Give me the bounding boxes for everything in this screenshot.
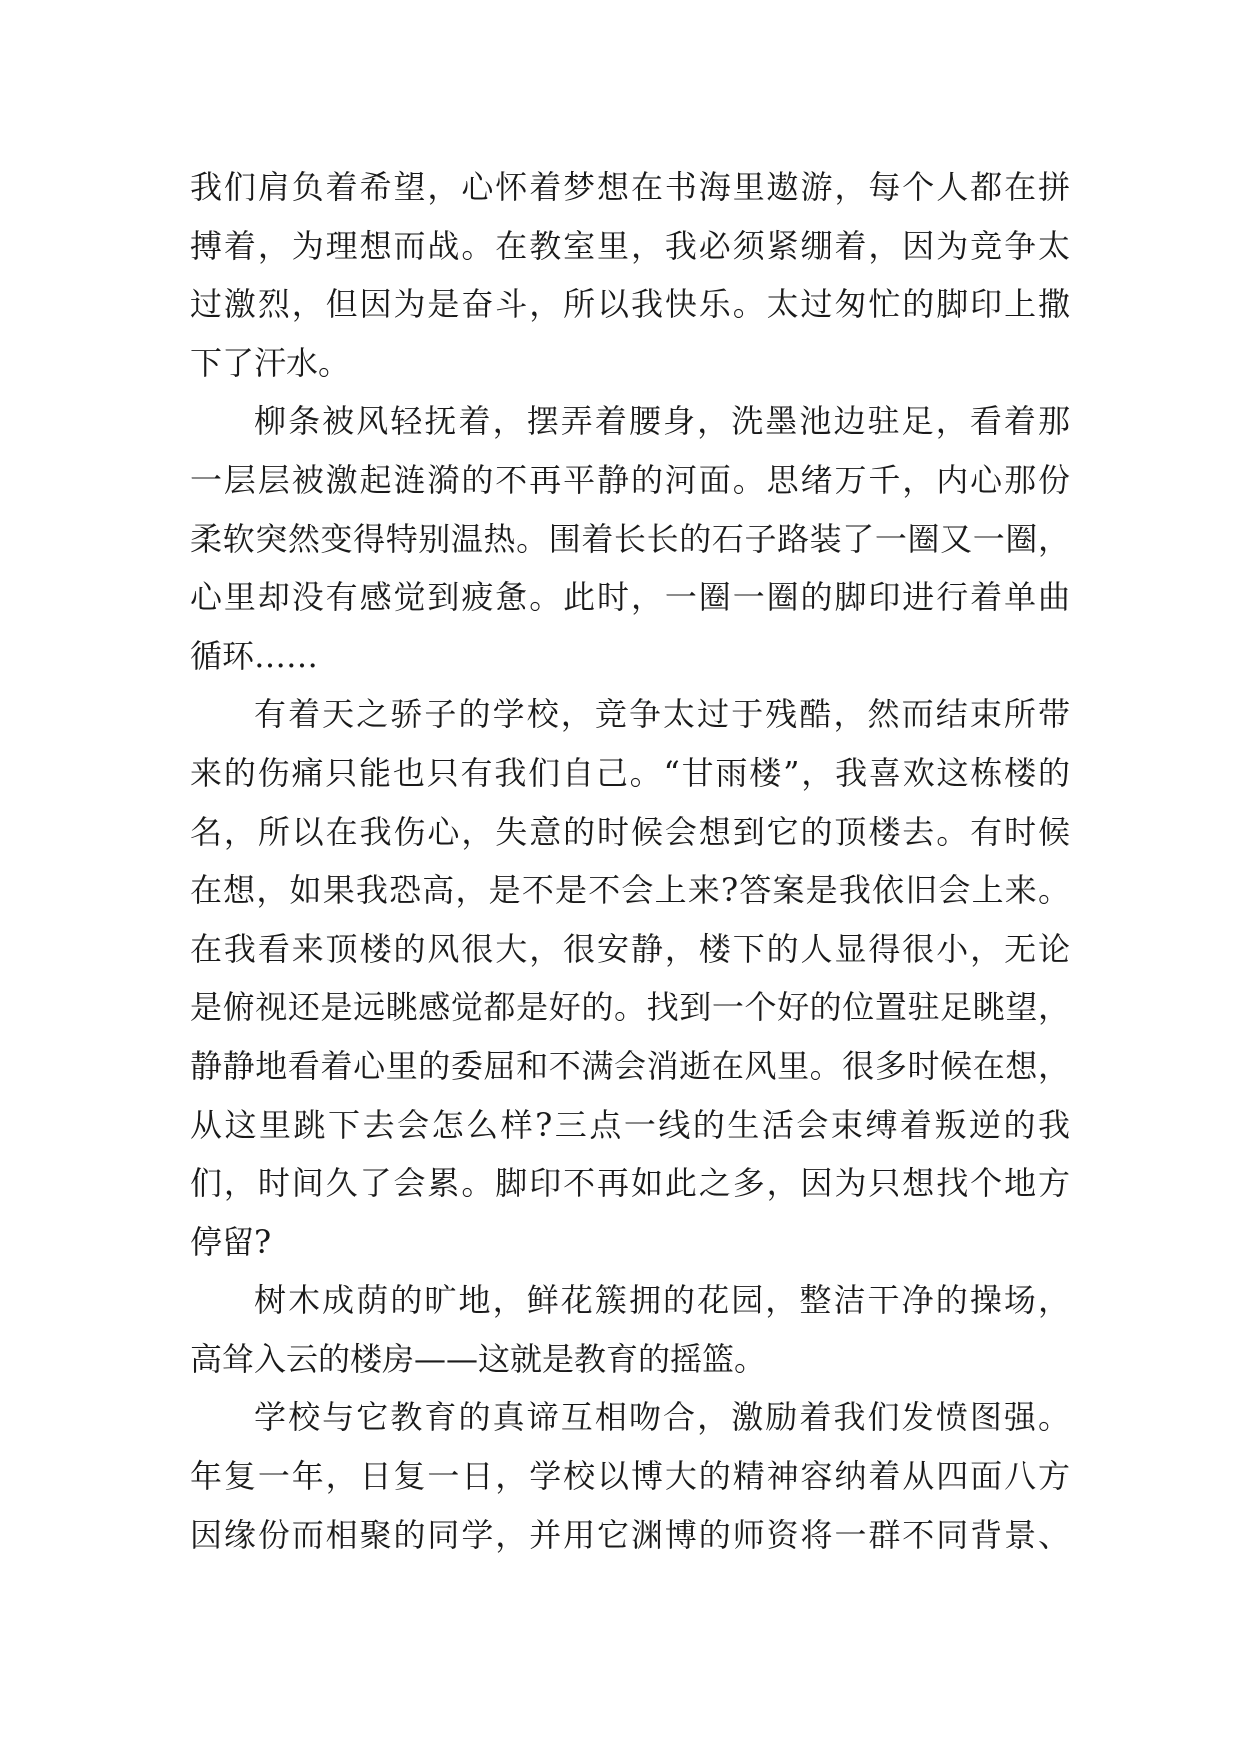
text-line: 们，时间久了会累。脚印不再如此之多，因为只想找个地方 (190, 1164, 1070, 1203)
text-line: 一层层被激起涟漪的不再平静的河面。思绪万千，内心那份 (190, 460, 1070, 499)
text-line: 高耸入云的楼房——这就是教育的摇篮。 (190, 1339, 767, 1378)
text-line: 柳条被风轻抚着，摆弄着腰身，洗墨池边驻足，看着那 (254, 402, 1070, 441)
text-line: 名，所以在我伤心，失意的时候会想到它的顶楼去。有时候 (190, 812, 1070, 851)
text-line: 搏着，为理想而战。在教室里，我必须紧绷着，因为竞争太 (190, 226, 1070, 265)
text-line: 下了汗水。 (190, 343, 351, 382)
text-line: 静静地看着心里的委屈和不满会消逝在风里。很多时候在想， (190, 1046, 1070, 1085)
text-line: 来的伤痛只能也只有我们自己。“甘雨楼”，我喜欢这栋楼的 (190, 753, 1070, 792)
text-line: 有着天之骄子的学校，竞争太过于残酷，然而结束所带 (254, 695, 1070, 734)
text-line: 在想，如果我恐高，是不是不会上来?答案是我依旧会上来。 (190, 871, 1070, 910)
text-line: 心里却没有感觉到疲惫。此时，一圈一圈的脚印进行着单曲 (190, 578, 1070, 617)
text-line: 因缘份而相聚的同学，并用它渊博的师资将一群不同背景、 (190, 1515, 1070, 1554)
text-line: 停留? (190, 1222, 272, 1261)
text-line: 柔软突然变得特别温热。围着长长的石子路装了一圈又一圈， (190, 519, 1070, 558)
text-line: 年复一年，日复一日，学校以博大的精神容纳着从四面八方 (190, 1457, 1070, 1496)
document-body (190, 158, 1070, 1564)
text-line: 从这里跳下去会怎么样?三点一线的生活会束缚着叛逆的我 (190, 1105, 1070, 1144)
text-line: 是俯视还是远眺感觉都是好的。找到一个好的位置驻足眺望， (190, 988, 1070, 1027)
text-line: 在我看来顶楼的风很大，很安静，楼下的人显得很小，无论 (190, 929, 1070, 968)
text-line: 循环…… (190, 636, 319, 675)
text-line: 树木成荫的旷地，鲜花簇拥的花园，整洁干净的操场， (254, 1281, 1070, 1320)
text-line: 过激烈，但因为是奋斗，所以我快乐。太过匆忙的脚印上撒 (190, 285, 1070, 324)
text-line: 学校与它教育的真谛互相吻合，激励着我们发愤图强。 (254, 1398, 1070, 1437)
text-line: 我们肩负着希望，心怀着梦想在书海里遨游，每个人都在拼 (190, 168, 1070, 206)
